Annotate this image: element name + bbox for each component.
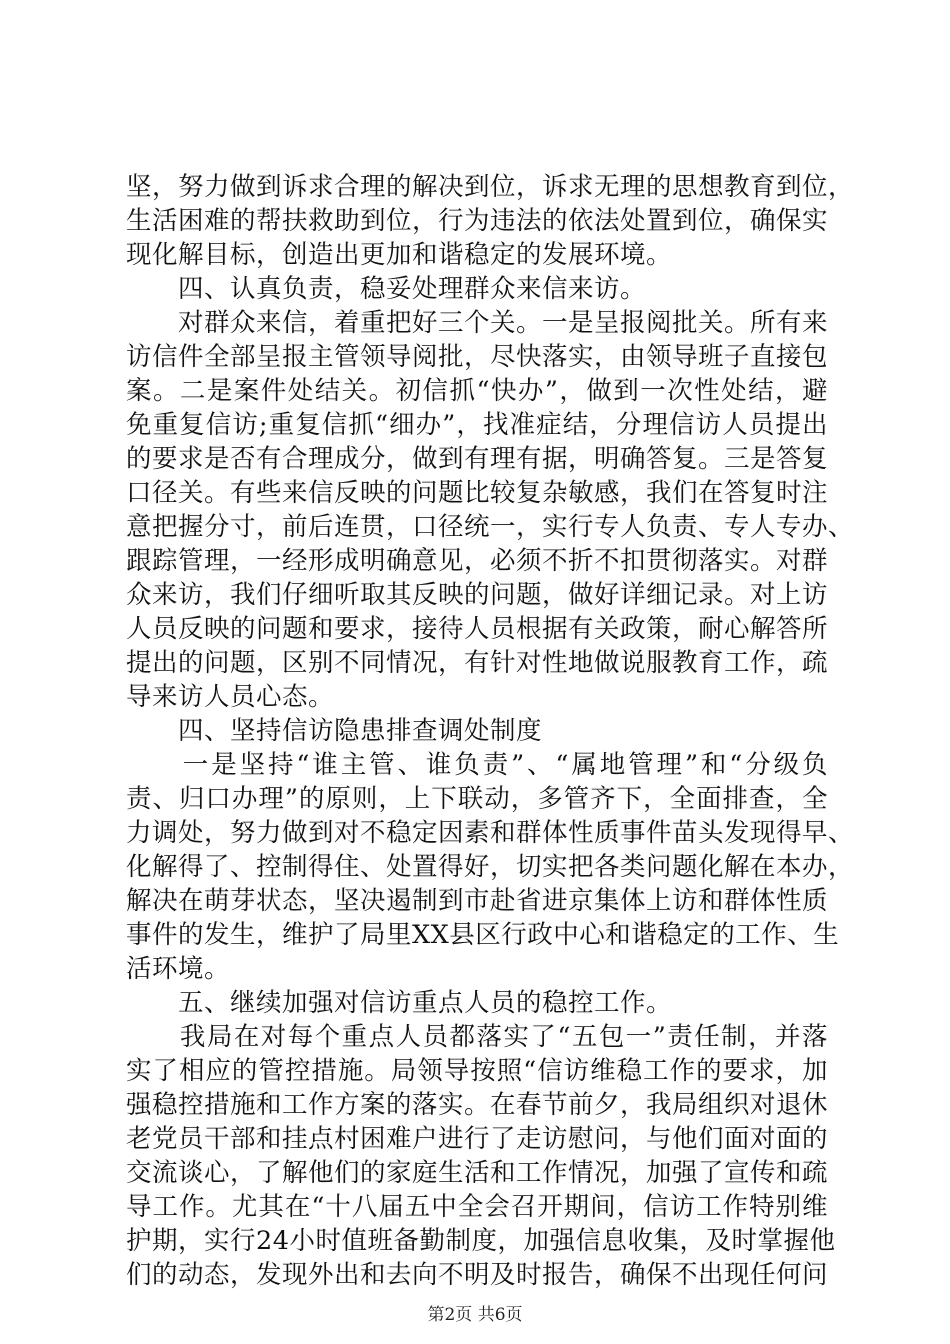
text-line: 对群众来信，着重把好三个关。一是呈报阅批关。所有来 <box>126 308 829 338</box>
text-line: 口径关。有些来信反映的问题比较复杂敏感，我们在答复时注 <box>126 478 829 508</box>
text-line: 化解得了、控制得住、处置得好，切实把各类问题化解在本办， <box>126 852 855 882</box>
text-line: 生活困难的帮扶救助到位，行为违法的依法处置到位，确保实 <box>126 206 829 236</box>
text-line: 众来访，我们仔细听取其反映的问题，做好详细记录。对上访 <box>126 580 829 610</box>
text-line: 提出的问题，区别不同情况，有针对性地做说服教育工作，疏 <box>126 648 829 678</box>
section-heading: 五、继续加强对信访重点人员的稳控工作。 <box>126 988 673 1018</box>
text-line: 事件的发生，维护了局里XX县区行政中心和谐稳定的工作、生 <box>126 920 840 950</box>
text-line: 解决在萌芽状态，坚决遏制到市赴省进京集体上访和群体性质 <box>126 886 829 916</box>
text-line: 交流谈心，了解他们的家庭生活和工作情况，加强了宣传和疏 <box>126 1158 829 1188</box>
text-line: 护期，实行24小时值班备勤制度，加强信息收集，及时掌握他 <box>126 1226 836 1256</box>
text-line: 们的动态，发现外出和去向不明及时报告，确保不出现任何问 <box>126 1260 829 1290</box>
text-line: 责、归口办理”的原则，上下联动，多管齐下，全面排查，全 <box>126 784 828 814</box>
text-line: 一是坚持“谁主管、谁负责”、“属地管理”和“分级负 <box>126 750 828 780</box>
text-line: 实了相应的管控措施。局领导按照“信访维稳工作的要求，加 <box>126 1056 828 1086</box>
text-line: 的要求是否有合理成分，做到有理有据，明确答复。三是答复 <box>126 444 829 474</box>
text-line: 导工作。尤其在“十八届五中全会召开期间，信访工作特别维 <box>126 1192 828 1222</box>
text-line: 案。二是案件处结关。初信抓“快办”，做到一次性处结，避 <box>126 376 828 406</box>
text-line: 导来访人员心态。 <box>126 682 335 712</box>
text-line: 坚，努力做到诉求合理的解决到位，诉求无理的思想教育到位， <box>126 172 855 202</box>
page-footer: 第2页 共6页 <box>427 1305 523 1325</box>
section-heading: 四、坚持信访隐患排查调处制度 <box>126 716 543 746</box>
text-line: 访信件全部呈报主管领导阅批，尽快落实，由领导班子直接包 <box>126 342 829 372</box>
text-line: 意把握分寸，前后连贯，口径统一，实行专人负责、专人专办、 <box>126 512 855 542</box>
text-line: 现化解目标，创造出更加和谐稳定的发展环境。 <box>126 240 673 270</box>
text-line: 我局在对每个重点人员都落实了“五包一”责任制，并落 <box>126 1022 828 1052</box>
section-heading: 四、认真负责，稳妥处理群众来信来访。 <box>126 274 647 304</box>
text-line: 免重复信访;重复信抓“细办”，找准症结，分理信访人员提出 <box>126 410 828 440</box>
text-line: 人员反映的问题和要求，接待人员根据有关政策，耐心解答所 <box>126 614 829 644</box>
text-line: 力调处，努力做到对不稳定因素和群体性质事件苗头发现得早、 <box>126 818 855 848</box>
text-line: 老党员干部和挂点村困难户进行了走访慰问，与他们面对面的 <box>126 1124 829 1154</box>
text-line: 跟踪管理，一经形成明确意见，必须不折不扣贯彻落实。对群 <box>126 546 829 576</box>
text-line: 强稳控措施和工作方案的落实。在春节前夕，我局组织对退休 <box>126 1090 829 1120</box>
text-line: 活环境。 <box>126 954 231 984</box>
